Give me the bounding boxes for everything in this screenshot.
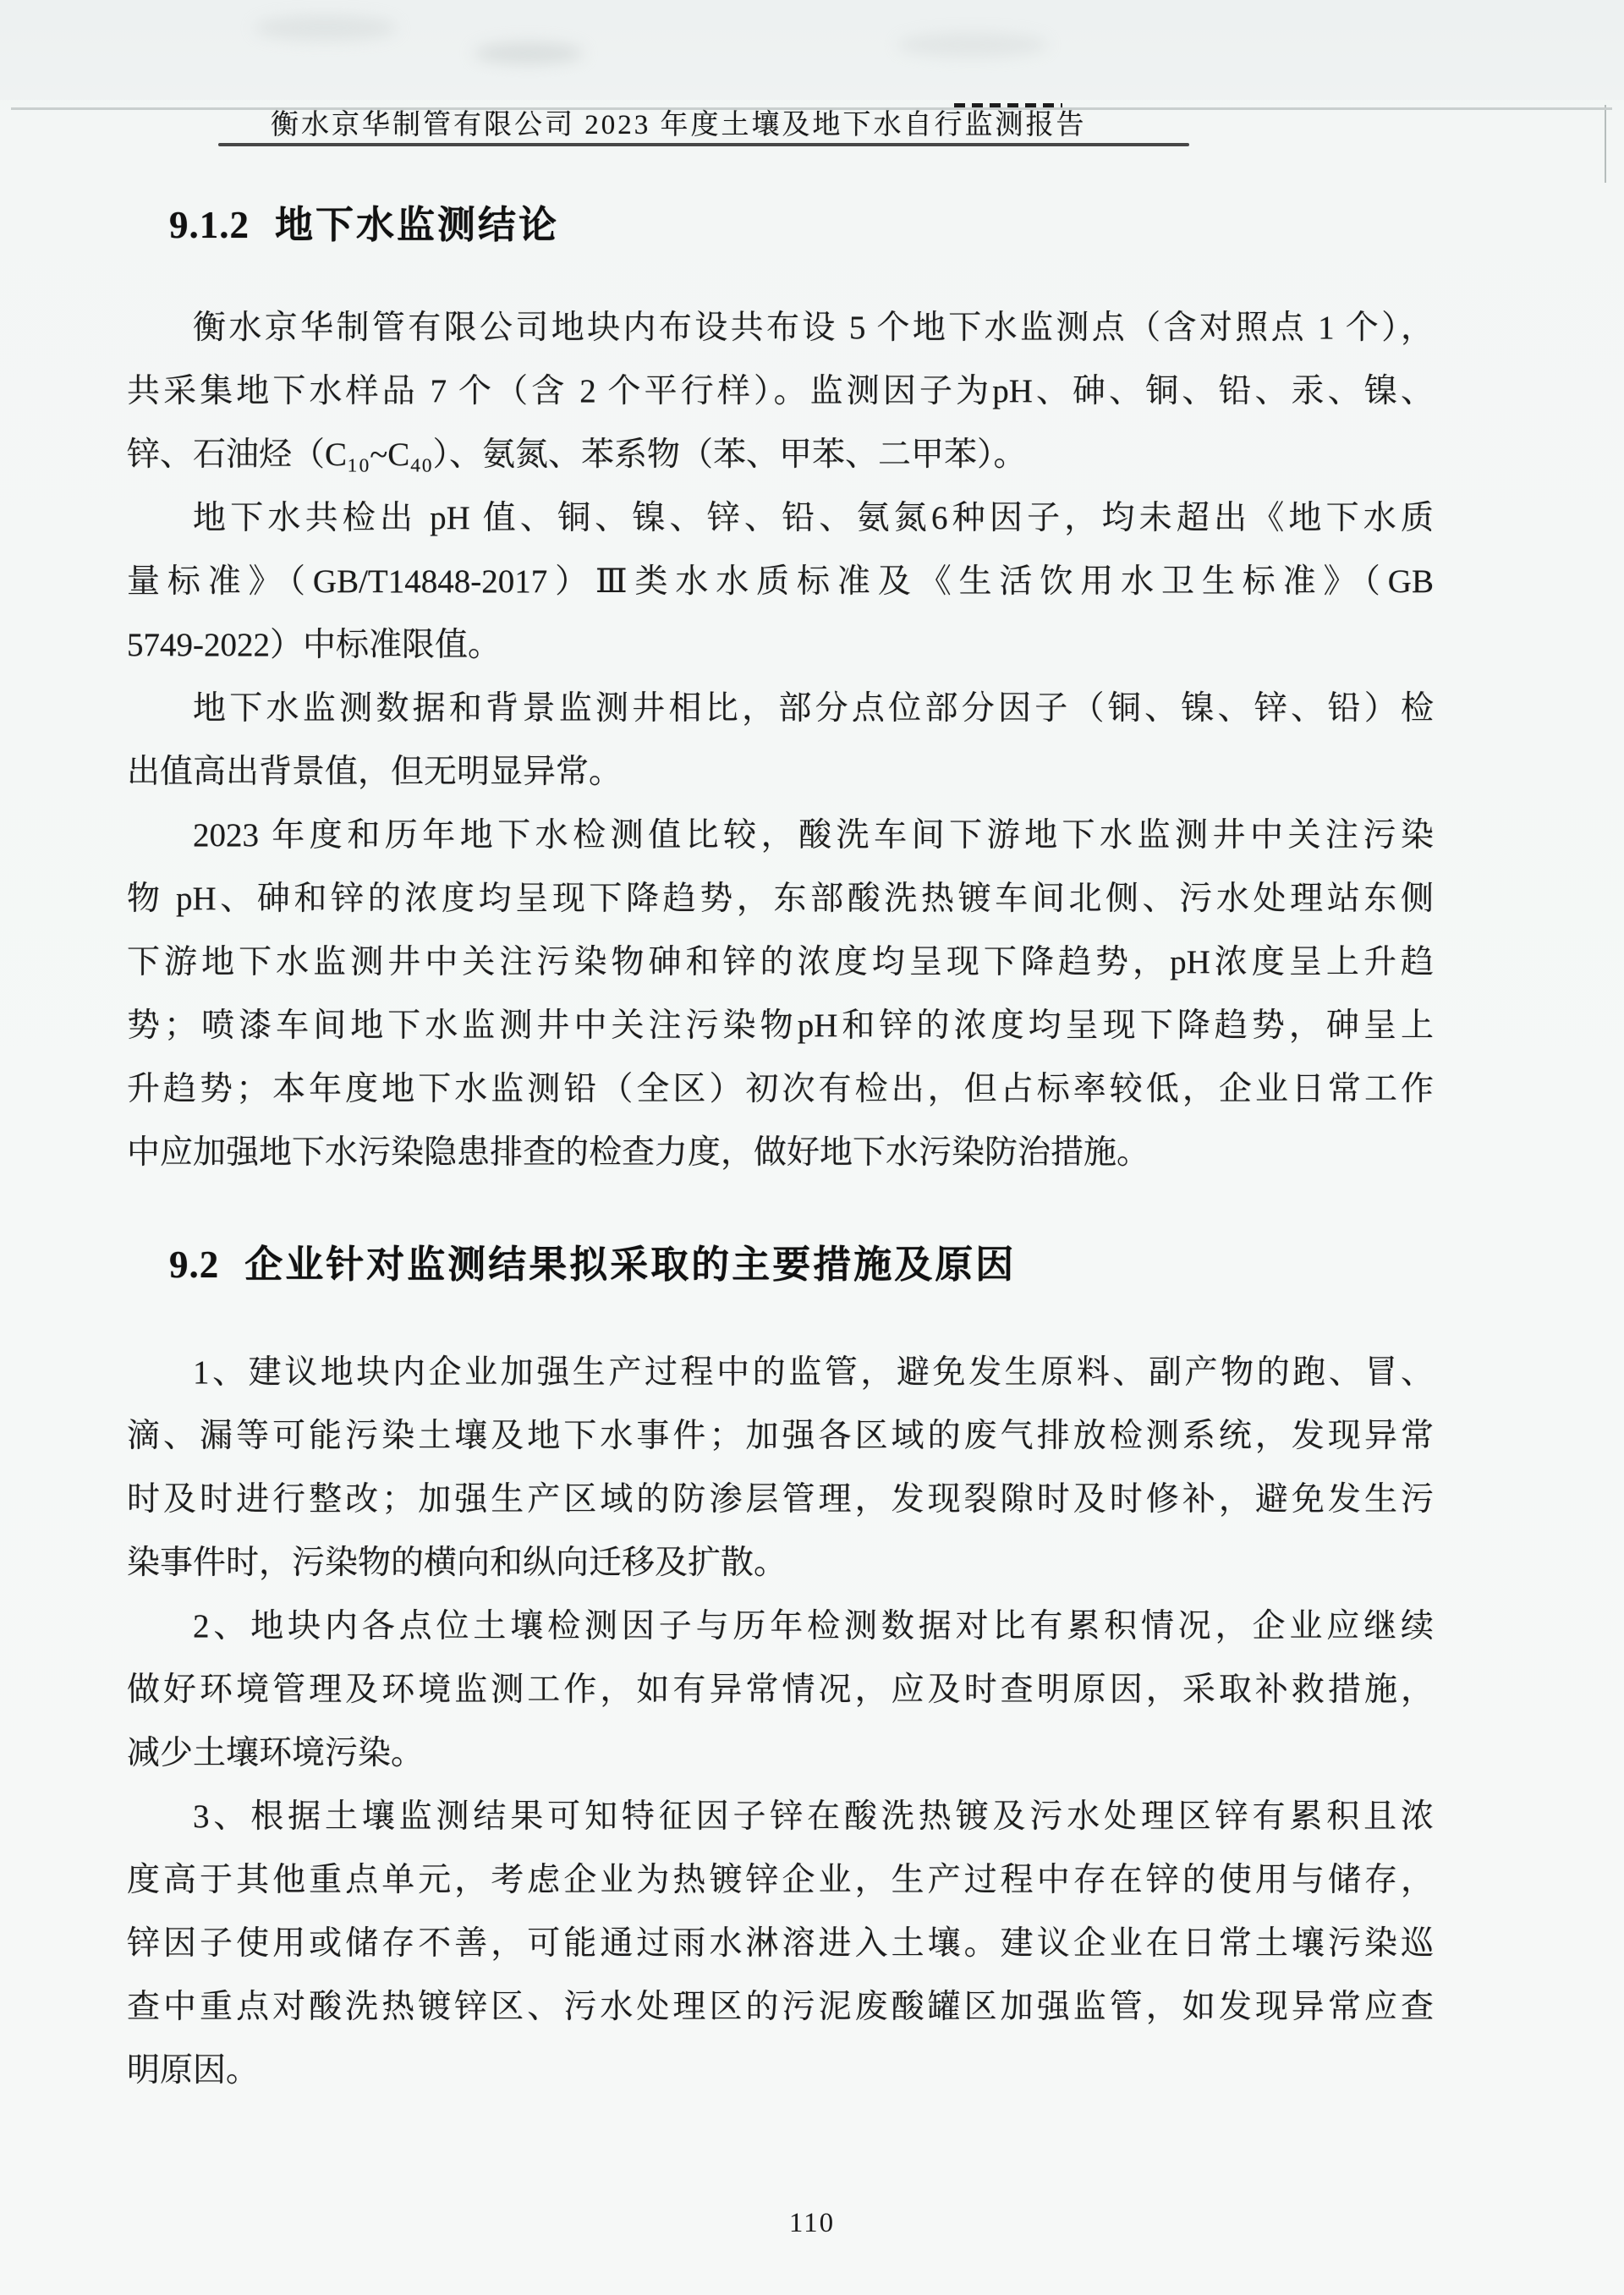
- report-header-title: 衡水京华制管有限公司 2023 年度土壤及地下水自行监测报告: [271, 110, 1087, 140]
- text-line: 减少土壤环境污染。: [127, 1735, 425, 1771]
- paragraph: [127, 1785, 1434, 2102]
- section-number: 9.1.2: [169, 204, 250, 246]
- text-line: 衡水京华制管有限公司地块内布设共布设 5 个地下水监测点（含对照点 1 个），: [193, 310, 1434, 346]
- text-line: 查中重点对酸洗热镀锌区、污水处理区的污泥废酸罐区加强监管，如发现异常应查: [127, 1989, 1434, 2025]
- text-line: 明原因。: [127, 2052, 260, 2089]
- text-line: 5749-2022）中标准限值。: [127, 627, 501, 663]
- text-line: 滴、漏等可能污染土壤及地下水事件；加强各区域的废气排放检测系统，发现异常: [127, 1418, 1434, 1454]
- section-heading-groundwater-conclusion: [127, 197, 1434, 253]
- paragraph: [127, 1341, 1434, 1595]
- section-title: 企业针对监测结果拟采取的主要措施及原因: [244, 1244, 1017, 1286]
- text-line: 做好环境管理及环境监测工作，如有异常情况，应及时查明原因，采取补救措施，: [127, 1672, 1434, 1708]
- section-number: 9.2: [169, 1244, 220, 1286]
- paragraph: [127, 1595, 1434, 1785]
- scan-vertical-line-artifact: [1605, 105, 1606, 183]
- text-line: 地下水共检出 pH 值、铜、镍、锌、铅、氨氮6种因子，均未超出《地下水质: [193, 500, 1434, 536]
- text-line: 势；喷漆车间地下水监测井中关注污染物pH和锌的浓度均呈现下降趋势，砷呈上: [127, 1007, 1434, 1044]
- page-number: 110: [788, 2208, 836, 2238]
- text-line: 共采集地下水样品 7 个（含 2 个平行样）。监测因子为pH、砷、铜、铅、汞、镍、: [127, 373, 1434, 409]
- section-heading-measures: [127, 1237, 1434, 1293]
- section-body-groundwater: [127, 296, 1434, 1184]
- section-body-measures: [127, 1341, 1434, 2102]
- text-line: 下游地下水监测井中关注污染物砷和锌的浓度均呈现下降趋势，pH浓度呈上升趋: [127, 944, 1434, 980]
- document-body: [127, 0, 1434, 2102]
- text-line: 量标准》（GB/T14848-2017）Ⅲ类水水质标准及《生活饮用水卫生标准》（GB: [127, 563, 1434, 600]
- text-line: 升趋势；本年度地下水监测铅（全区）初次有检出，但占标率较低，企业日常工作: [127, 1071, 1434, 1107]
- text-line: 时及时进行整改；加强生产区域的防渗层管理，发现裂隙时及时修补，避免发生污: [127, 1481, 1434, 1518]
- paragraph: [127, 296, 1434, 486]
- text-line: 锌因子使用或储存不善，可能通过雨水淋溶进入土壤。建议企业在日常土壤污染巡: [127, 1925, 1434, 1962]
- text-line: 3、根据土壤监测结果可知特征因子锌在酸洗热镀及污水处理区锌有累积且浓: [193, 1798, 1434, 1835]
- section-title: 地下水监测结论: [275, 204, 560, 246]
- text-line: 1、建议地块内企业加强生产过程中的监管，避免发生原料、副产物的跑、冒、: [193, 1354, 1434, 1391]
- text-line: 锌、石油烃（C₁₀~C₄₀）、氨氮、苯系物（苯、甲苯、二甲苯）。: [127, 436, 1027, 473]
- text-line: 度高于其他重点单元，考虑企业为热镀锌企业，生产过程中存在锌的使用与储存，: [127, 1862, 1434, 1898]
- text-line: 2023 年度和历年地下水检测值比较，酸洗车间下游地下水监测井中关注污染: [193, 817, 1434, 854]
- text-line: 物 pH、砷和锌的浓度均呈现下降趋势，东部酸洗热镀车间北侧、污水处理站东侧: [127, 881, 1434, 917]
- text-line: 中应加强地下水污染隐患排查的检查力度，做好地下水污染防治措施。: [127, 1134, 1150, 1171]
- text-line: 2、地块内各点位土壤检测因子与历年检测数据对比有累积情况，企业应继续: [193, 1608, 1434, 1644]
- paragraph: [127, 486, 1434, 677]
- text-line: 地下水监测数据和背景监测井相比，部分点位部分因子（铜、镍、锌、铅）检: [193, 690, 1434, 727]
- paragraph: [127, 804, 1434, 1184]
- text-line: 染事件时，污染物的横向和纵向迁移及扩散。: [127, 1545, 787, 1581]
- paragraph: [127, 677, 1434, 804]
- text-line: 出值高出背景值，但无明显异常。: [127, 754, 623, 790]
